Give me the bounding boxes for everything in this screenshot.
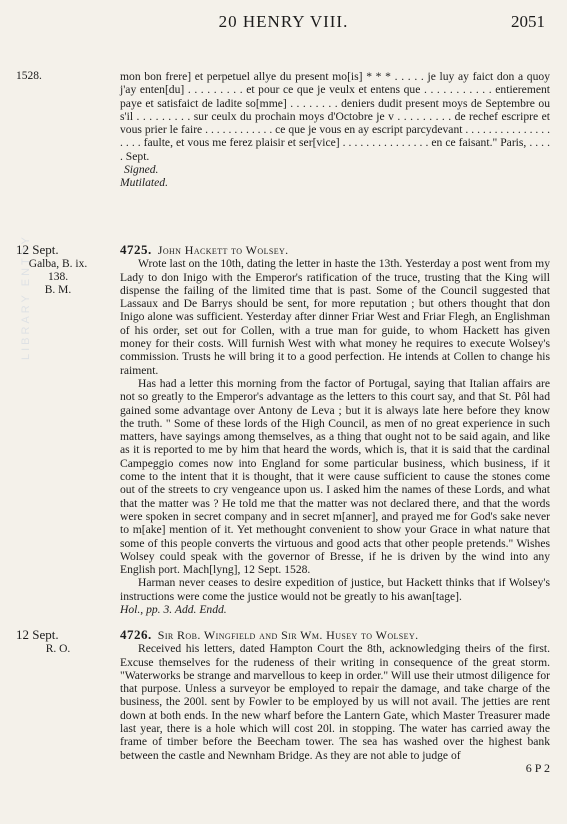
entry-4725-para-2: Has had a letter this morning from the factor of Portugal, saying that Italian affairs are not so greatly to the Emperor's advantage as the letters to this court say, and that St. Pôl had gained some advantage over Antony de Leva ; but it is always late here before they know the truth. " Some of these lords of the High Council, as men of no great experience in such matters, have sayings among themselves, as a thing that ought not to be said again, and like as it is reported to me by him that heard the words, which is, that it is said that the cardinal Campeggio comes now into England for some particular business, which business, if it come to the intent that it is thought, that it were cause sufficient to cause the stones come out of the streets to cry vengeance upon us. I asked him the names of these Lords, and what that the matter was ? He told me that the matter was not declared there, and that the words were spoken in secret company and in secret m[anner], and prayed me for God's sake never to m[ake] mention of it. Yet methought convenient to show your Grace in what nature that some of this people converts the virtuous and good acts that other people pretends." Wishes Wolsey could speak with the governor of Bresse, if he is driven by the wind into any English port. Mach[lyng], 12 Sept. 1528. [120, 376, 550, 577]
entry-4725-date: 12 Sept. [16, 242, 59, 257]
entry-4725-heading-line [120, 243, 550, 257]
entry-4725-source: Galba, B. ix. [28, 258, 88, 270]
entry-4726-para-1: Received his letters, dated Hampton Court the 8th, acknowledging theirs of the first. Excuse themselves for the rudeness of their writing in consequence of the great storm. "Waterworks be strange and marvellous to keep in order." Will use their utmost diligence for that purpose. Unless a surveyor be employed to repair the damage, and take charge of the business, the 200l. sent by Fowler to be employed by us will not avail. The jetties are rent down at both ends. In the new wharf before the Lantern Gate, which Master Treasurer made last year, there is a hole which will cost 20l. in stopping. The water has carried away the frame of timber before the Beecham tower. The sea has washed over the highest bank between the castle and Newnham Bridge. As they are not able to judge of [120, 642, 550, 762]
year-label: 1528. [16, 70, 42, 82]
entry-4726-heading-line [120, 628, 550, 642]
signed-note: Signed. [124, 163, 159, 177]
margin-year [16, 70, 108, 83]
entry-4725-para-1: Wrote last on the 10th, dating the letter in haste the 13th. Yesterday a post went from my Lady to don Inigo with the Emperor's ratification of the truce, trusting that the King will dispense the failing of the limited time that is past. Some of the Council suggested that Lassaux and De Barrys should be sent, for more reputation ; but others thought that don Inigo alone was sufficient. Yesterday after dinner Friar West and Friar Flegh, an Englishman of his order, set out for Collen, with a true man for guide, to whom Hackett has given money for their costs. Will furnish West with what money he requires to execute Wolsey's commission. Trusts he will bring it to a good perfection. He intends at Collen to change his raiment. [120, 257, 550, 377]
entry-4726-margin [16, 628, 108, 656]
entry-4725-footer: Hol., pp. 3. Add. Endd. [120, 603, 227, 617]
page-number: 2051 [511, 12, 545, 31]
watermark-left: LIBRARY ENTRY [20, 234, 32, 360]
signature-mark: 6 P 2 [525, 760, 550, 775]
entry-4725-para-3: Harman never ceases to desire expedition of justice, but Hackett thinks that if Wolsey's instructions were come the justice would not be greatly to his awan[tage]. [120, 576, 550, 603]
entry-4725 [120, 243, 550, 616]
entry-4725-source-folio: 138. [47, 271, 69, 283]
entry-4725-heading: John Hackett to Wolsey. [157, 243, 289, 257]
continued-letter [120, 70, 550, 190]
entry-4725-repository: B. M. [44, 284, 72, 296]
mutilated-note: Mutilated. [120, 176, 168, 190]
entry-4726-number: 4726. [120, 627, 152, 642]
entry-4725-number: 4725. [120, 242, 152, 257]
page-header [0, 12, 567, 38]
continued-text: mon bon frere] et perpetuel allye du present mo[is] * * * . . . . . je luy ay faict don a quoy j'ay enten[du] . . . . . . . . . et pour ce que je veulx et entens que . . . . . . . . . . . entierement paye et satisfaict de ladite so[mme] . . . . . . . . deniers dudit present moys de Septembre ou s'il . . . . . . . . . sur ceulx du prochain moys d'Octobre je v . . . . . . . . . de rechef escripre et vous prier le faire . . . . . . . . . . . . ce que je vous en ay escript parcydevant . . . . . . . . . . . . . . . . . . . faulte, et vous me ferez plaisir et ser[vice] . . . . . . . . . . . . . . . en ce faisant." Paris, . . . . . Sept. [120, 70, 550, 163]
entry-4726-source: R. O. [45, 643, 71, 655]
entry-4726 [120, 628, 550, 775]
running-title: 20 HENRY VIII. [218, 12, 349, 31]
entry-4726-date: 12 Sept. [16, 627, 59, 642]
entry-4725-margin [16, 243, 108, 297]
entry-4726-heading: Sir Rob. Wingfield and Sir Wm. Husey to Wolsey. [157, 628, 419, 642]
